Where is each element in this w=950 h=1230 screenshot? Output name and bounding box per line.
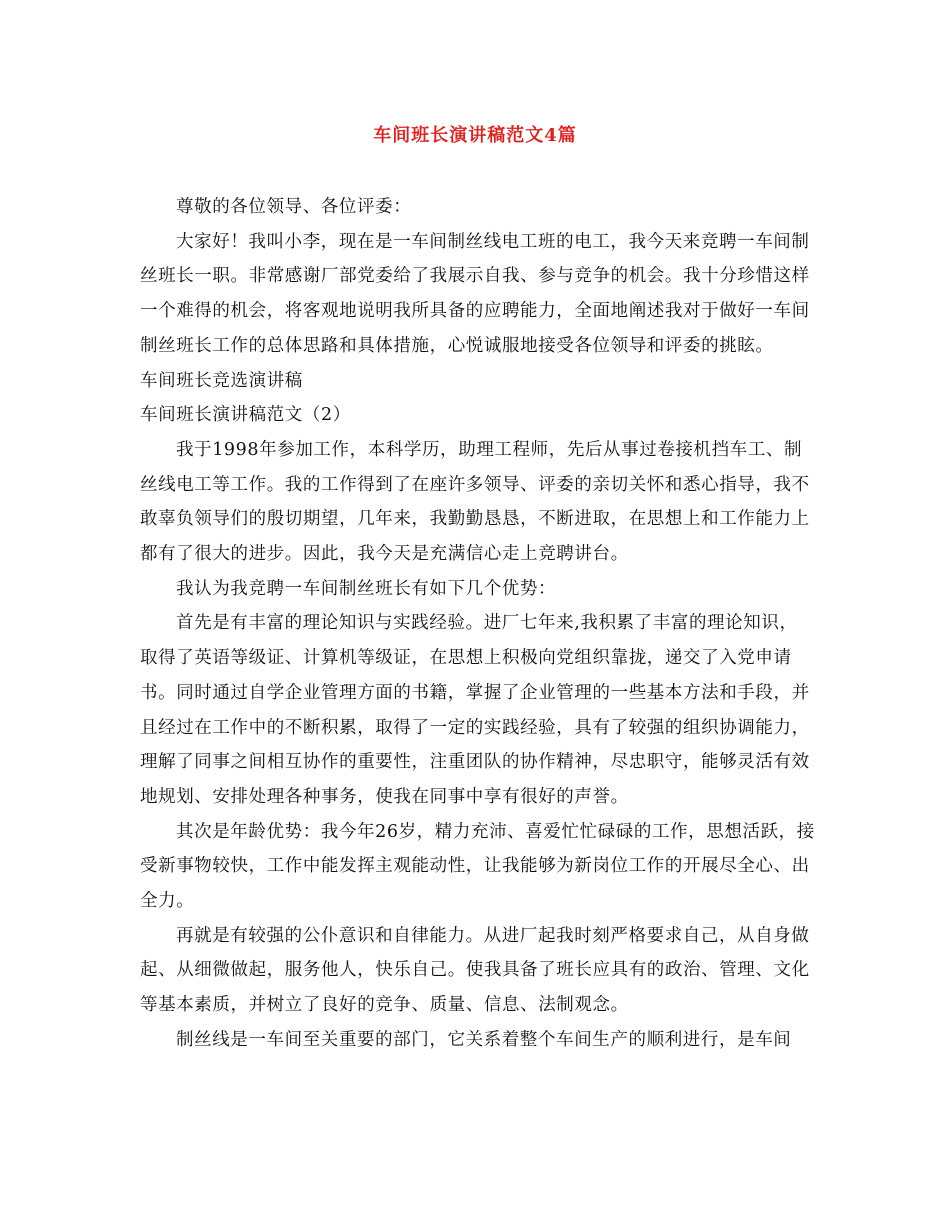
body-paragraph: 再就是有较强的公仆意识和自律能力。从进厂起我时刻严格要求自己，从自身做起、从细微做起，服务他人，快乐自己。使我具备了班长应具有的政治、管理、文化等基本素质，并树立了良好的竞争、质量、信息、法制观念。 — [140, 925, 810, 1016]
body-paragraph: 首先是有丰富的理论知识与实践经验。进厂七年来,我积累了丰富的理论知识，取得了英语等级证、计算机等级证，在思想上积极向党组织靠拢，递交了入党申请书。同时通过自学企业管理方面的书籍，掌握了企业管理的一些基本方法和手段，并且经过在工作中的不断积累，取得了一定的实践经验，具有了较强的组织协调能力，理解了同事之间相互协作的重要性，注重团队的协作精神，尽忠职守，能够灵活有效地规划、安排处理各种事务，使我在同事中享有很好的声誉。 — [140, 613, 810, 807]
section-heading: 车间班长演讲稿范文（2） — [140, 405, 351, 426]
section-heading: 车间班长竞选演讲稿 — [140, 370, 303, 391]
document-title: 车间班长演讲稿范文4篇 — [373, 125, 577, 146]
body-paragraph: 制丝线是一车间至关重要的部门，它关系着整个车间生产的顺利进行，是车间 — [176, 1029, 792, 1050]
document-body — [140, 190, 815, 1058]
body-paragraph: 我认为我竞聘一车间制丝班长有如下几个优势： — [176, 578, 557, 599]
body-paragraph: 其次是年龄优势：我今年26岁，精力充沛、喜爱忙忙碌碌的工作，思想活跃，接受新事物较快，工作中能发挥主观能动性，让我能够为新岗位工作的开展尽全心、出全力。 — [140, 821, 815, 912]
body-paragraph: 我于1998年参加工作，本科学历，助理工程师，先后从事过卷接机挡车工、制丝线电工等工作。我的工作得到了在座许多领导、评委的亲切关怀和悉心指导，我不敢辜负领导们的殷切期望，几年来，我勤勤恳恳，不断进取，在思想上和工作能力上都有了很大的进步。因此，我今天是充满信心走上竞聘讲台。 — [140, 439, 810, 565]
salutation-paragraph: 尊敬的各位领导、各位评委： — [176, 197, 412, 217]
body-paragraph: 大家好！我叫小李，现在是一车间制丝线电工班的电工，我今天来竞聘一车间制丝班长一职。非常感谢厂部党委给了我展示自我、参与竞争的机会。我十分珍惜这样一个难得的机会，将客观地说明我所具备的应聘能力，全面地阐述我对于做好一车间制丝班长工作的总体思路和具体措施，心悦诚服地接受各位领导和评委的挑眩。 — [140, 231, 810, 356]
